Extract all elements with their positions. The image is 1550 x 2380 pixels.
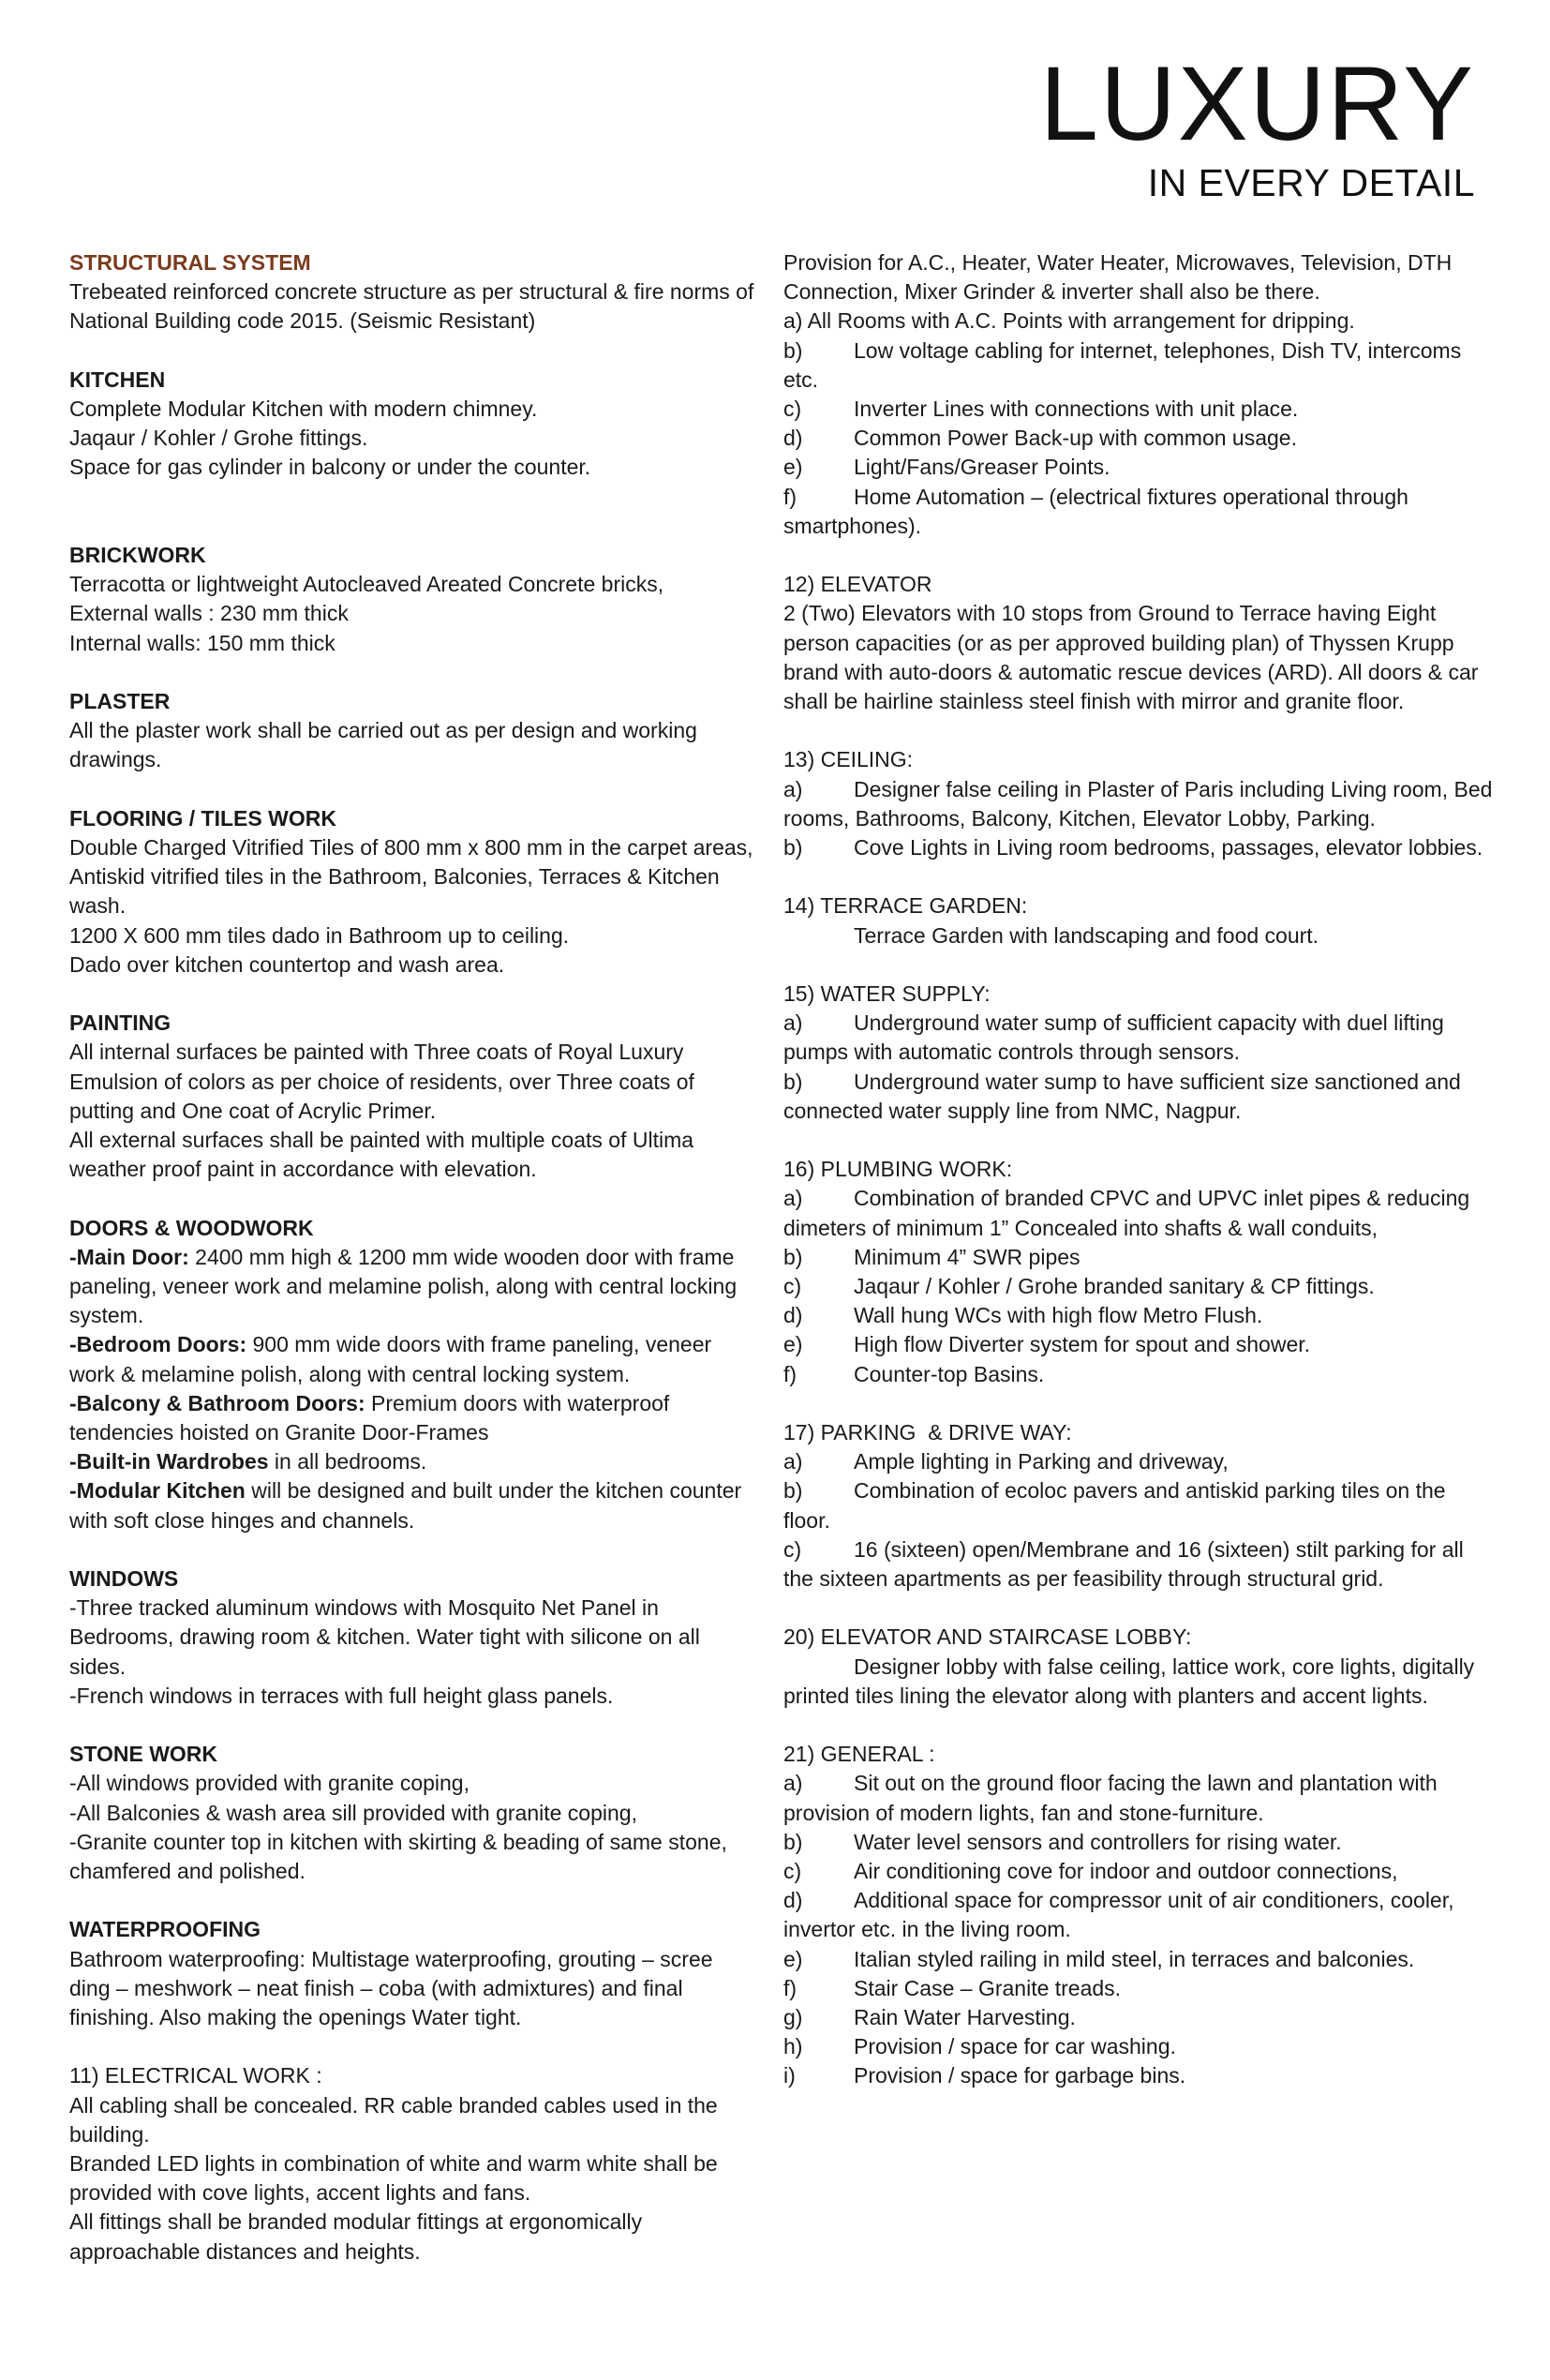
section-stone: [69, 1740, 755, 1886]
door-item-label: -Modular Kitchen: [69, 1478, 246, 1504]
section-electrical-continued: [783, 248, 1496, 541]
door-item: [69, 1447, 755, 1476]
section-flooring: [69, 804, 755, 980]
list-item-label: e): [783, 1946, 803, 1971]
section-structural: [69, 248, 755, 337]
section-text: Double Charged Vitrified Tiles of 800 mm x 800 mm in the carpet areas,: [69, 834, 753, 860]
list-item: [783, 1447, 1496, 1476]
list-item-text: Stair Case – Granite treads.: [854, 1975, 1122, 2000]
list-item: [783, 775, 1496, 833]
section-water-supply: [783, 980, 1496, 1126]
page-header: [1039, 45, 1475, 204]
section-heading: WATERPROOFING: [69, 1917, 261, 1942]
list-item-label: a): [783, 1010, 803, 1036]
list-item: [783, 1243, 1496, 1272]
section-heading: PLASTER: [69, 688, 171, 713]
list-item-label: b): [783, 1069, 803, 1094]
list-item-text: Light/Fans/Greaser Points.: [854, 455, 1110, 480]
list-item-text: Home Automation – (electrical fixtures operational through smartphones).: [783, 484, 1408, 538]
section-lobby: [783, 1623, 1496, 1711]
section-text: Provision for A.C., Heater, Water Heater, Microwaves, Television, DTH Connection, Mixer Grinder & inverter shall also be there.: [783, 250, 1453, 305]
list-item-text: Air conditioning cove for indoor and outdoor connections,: [854, 1859, 1398, 1884]
section-ceiling: [783, 745, 1496, 862]
list-item-text: Jaqaur / Kohler / Grohe branded sanitary & CP fittings.: [854, 1274, 1375, 1299]
list-item-label: a): [783, 1186, 803, 1211]
list-item: [783, 1476, 1496, 1534]
list-item-label: c): [783, 1859, 802, 1884]
list-item-label: b): [783, 1478, 803, 1504]
right-column: [783, 248, 1496, 2120]
list-item-label: c): [783, 1274, 802, 1299]
section-windows: [69, 1564, 755, 1711]
list-item: [783, 833, 1496, 862]
list-item: [783, 1184, 1496, 1242]
section-heading: 17) PARKING & DRIVE WAY:: [783, 1420, 1072, 1445]
section-text: -Three tracked aluminum windows with Mosquito Net Panel in Bedrooms, drawing room & kitchen. Water tight with silicone on all sides.: [69, 1595, 700, 1679]
list-item-text: Cove Lights in Living room bedrooms, passages, elevator lobbies.: [854, 835, 1483, 861]
door-item-text: Premium doors with waterproof tendencies hoisted on Granite Door-Frames: [69, 1390, 670, 1445]
door-item-text: 2400 mm high & 1200 mm wide wooden door with frame paneling, veneer work and melamine polish, along with central locking system.: [69, 1244, 738, 1328]
list-item-label: d): [783, 1303, 803, 1328]
section-kitchen: [69, 366, 755, 483]
door-item: [69, 1389, 755, 1447]
section-doors: [69, 1214, 755, 1535]
list-item-text: Underground water sump to have sufficient size sanctioned and connected water supply line from NMC, Nagpur.: [783, 1069, 1461, 1123]
list-item-label: h): [783, 2034, 803, 2059]
list-item: [783, 1535, 1496, 1594]
section-general: [783, 1740, 1496, 2090]
section-text: All fittings shall be branded modular fittings at ergonomically approachable distances and heights.: [69, 2209, 643, 2264]
list-item: [783, 453, 1496, 482]
list-item-text: Combination of ecoloc pavers and antiskid parking tiles on the floor.: [783, 1478, 1446, 1533]
spacer: [69, 512, 755, 541]
section-text: 1200 X 600 mm tiles dado in Bathroom up to ceiling.: [69, 922, 570, 948]
list-item-label: c): [783, 1536, 802, 1562]
section-text: -French windows in terraces with full height glass panels.: [69, 1683, 614, 1708]
list-item: [783, 1945, 1496, 1974]
list-item-label: b): [783, 1244, 803, 1269]
section-text: Designer lobby with false ceiling, lattice work, core lights, digitally printed tiles lining the elevator along with planters and accent lights.: [783, 1654, 1475, 1708]
list-item-label: d): [783, 426, 803, 451]
section-heading: 21) GENERAL :: [783, 1742, 935, 1767]
list-item-text: Provision / space for car washing.: [854, 2034, 1176, 2059]
section-text: Terrace Garden with landscaping and food court.: [854, 922, 1319, 948]
list-item-text: Combination of branded CPVC and UPVC inlet pipes & reducing dimeters of minimum 1” Concealed into shafts & wall conduits,: [783, 1186, 1470, 1240]
list-item-text: Designer false ceiling in Plaster of Paris including Living room, Bed rooms, Bathrooms, Balcony, Kitchen, Elevator Lobby, Parking.: [783, 776, 1493, 831]
list-item-text: Water level sensors and controllers for rising water.: [854, 1829, 1342, 1854]
list-item: [783, 1330, 1496, 1359]
door-item: [69, 1330, 755, 1388]
list-item-text: Additional space for compressor unit of air conditioners, cooler, invertor etc. in the living room.: [783, 1888, 1454, 1942]
list-item-text: High flow Diverter system for spout and shower.: [854, 1332, 1311, 1357]
section-heading: 14) TERRACE GARDEN:: [783, 893, 1028, 919]
section-heading: 12) ELEVATOR: [783, 572, 932, 597]
list-item-label: i): [783, 2063, 796, 2088]
list-item-text: Wall hung WCs with high flow Metro Flush.: [854, 1303, 1263, 1328]
section-heading: PAINTING: [69, 1010, 171, 1036]
list-item: [783, 1769, 1496, 1827]
left-column: [69, 248, 755, 2296]
section-heading: 16) PLUMBING WORK:: [783, 1157, 1013, 1182]
list-item-text: Inverter Lines with connections with unit place.: [854, 397, 1299, 422]
section-text: All external surfaces shall be painted with multiple coats of Ultima weather proof paint in accordance with elevation.: [69, 1128, 694, 1182]
section-parking: [783, 1418, 1496, 1594]
section-text: Space for gas cylinder in balcony or under the counter.: [69, 455, 591, 480]
section-text: All the plaster work shall be carried out as per design and working drawings.: [69, 718, 697, 772]
section-text: External walls : 230 mm thick: [69, 601, 349, 626]
list-item: [783, 2032, 1496, 2061]
section-text: Dado over kitchen countertop and wash area.: [69, 951, 505, 977]
door-item-text: 900 mm wide doors with frame paneling, veneer work & melamine polish, along with central locking system.: [69, 1332, 712, 1386]
page-subtitle: IN EVERY DETAIL: [1147, 161, 1475, 204]
section-text: Bathroom waterproofing: Multistage waterproofing, grouting – scree ding – meshwork – neat finish – coba (with admixtures) and final finishing. Also making the openings Water tight.: [69, 1946, 713, 2030]
list-item: [783, 1068, 1496, 1126]
door-item-label: -Main Door:: [69, 1244, 189, 1269]
section-heading: FLOORING / TILES WORK: [69, 805, 336, 831]
section-plumbing: [783, 1155, 1496, 1389]
section-text: -All Balconies & wash area sill provided with granite coping,: [69, 1800, 637, 1825]
section-heading: WINDOWS: [69, 1566, 179, 1592]
section-heading: KITCHEN: [69, 367, 166, 392]
list-item: [783, 1009, 1496, 1067]
list-item: [783, 424, 1496, 453]
door-item: [69, 1243, 755, 1331]
list-item: [783, 1272, 1496, 1301]
list-item-text: Low voltage cabling for internet, telephones, Dish TV, intercoms etc.: [783, 337, 1462, 392]
list-item-label: a): [783, 1771, 803, 1796]
list-item-text: Sit out on the ground floor facing the lawn and plantation with provision of modern lights, fan and stone-furniture.: [783, 1771, 1438, 1825]
section-brickwork: [69, 541, 755, 658]
section-text: -All windows provided with granite coping,: [69, 1771, 469, 1796]
section-terrace-garden: [783, 891, 1496, 950]
section-text: -Granite counter top in kitchen with skirting & beading of same stone, chamfered and polished.: [69, 1829, 727, 1884]
page-title: LUXURY: [1039, 45, 1475, 162]
section-text: Antiskid vitrified tiles in the Bathroom, Balconies, Terraces & Kitchen wash.: [69, 864, 720, 919]
list-item-text: Minimum 4” SWR pipes: [854, 1244, 1081, 1269]
list-item-label: d): [783, 1888, 803, 1913]
section-text: All internal surfaces be painted with Three coats of Royal Luxury Emulsion of colors as per choice of residents, over Three coats of putting and One coat of Acrylic Primer.: [69, 1040, 694, 1123]
section-plaster: [69, 687, 755, 775]
list-item: [783, 1974, 1496, 2003]
list-item: [783, 1301, 1496, 1330]
list-item-text: Underground water sump of sufficient capacity with duel lifting pumps with automatic controls through sensors.: [783, 1010, 1444, 1065]
section-heading: 20) ELEVATOR AND STAIRCASE LOBBY:: [783, 1624, 1192, 1650]
section-text: 2 (Two) Elevators with 10 stops from Ground to Terrace having Eight person capacities (or as per approved building plan) of Thyssen Krupp brand with auto-doors & automatic rescue devices (ARD). All doors & car shall be hairline stainless steel finish with mirror and granite floor.: [783, 601, 1479, 714]
section-painting: [69, 1009, 755, 1184]
section-heading: 13) CEILING:: [783, 747, 914, 772]
list-item-label: b): [783, 337, 803, 363]
list-item: [783, 2061, 1496, 2090]
list-item-label: b): [783, 835, 803, 861]
list-item-text: Italian styled railing in mild steel, in terraces and balconies.: [854, 1946, 1415, 1971]
section-text: All cabling shall be concealed. RR cable branded cables used in the building.: [69, 2092, 718, 2147]
section-heading: 15) WATER SUPPLY:: [783, 981, 991, 1007]
list-item-label: g): [783, 2005, 803, 2030]
list-item-label: f): [783, 1975, 797, 2000]
door-item-label: -Bedroom Doors:: [69, 1332, 247, 1357]
door-item: [69, 1476, 755, 1534]
list-item-text: Counter-top Basins.: [854, 1361, 1045, 1386]
list-item: [783, 1360, 1496, 1389]
door-item-text: in all bedrooms.: [268, 1449, 427, 1474]
section-text: Branded LED lights in combination of white and warm white shall be provided with cove lights, accent lights and fans.: [69, 2151, 718, 2206]
list-item-label: a): [783, 1449, 803, 1474]
section-text: a) All Rooms with A.C. Points with arrangement for dripping.: [783, 308, 1355, 334]
section-heading: STONE WORK: [69, 1742, 218, 1767]
list-item: [783, 395, 1496, 424]
list-item-text: 16 (sixteen) open/Membrane and 16 (sixteen) stilt parking for all the sixteen apartments as per feasibility through structural grid.: [783, 1536, 1464, 1592]
section-electrical: [69, 2061, 755, 2266]
section-text: Terracotta or lightweight Autocleaved Areated Concrete bricks,: [69, 572, 664, 597]
door-item-label: -Built-in Wardrobes: [69, 1449, 269, 1474]
list-item-text: Provision / space for garbage bins.: [854, 2063, 1186, 2088]
section-text: Internal walls: 150 mm thick: [69, 630, 335, 655]
section-text: Trebeated reinforced concrete structure as per structural & fire norms of National Building code 2015. (Seismic Resistant): [69, 279, 754, 334]
list-item-label: f): [783, 1361, 797, 1386]
section-text: Complete Modular Kitchen with modern chimney.: [69, 397, 538, 421]
list-item: [783, 337, 1496, 395]
list-item-label: a): [783, 776, 803, 801]
door-item-text: will be designed and built under the kitchen counter with soft close hinges and channels.: [69, 1478, 742, 1533]
list-item-label: f): [783, 484, 797, 509]
list-item-text: Rain Water Harvesting.: [854, 2005, 1076, 2030]
section-heading: 11) ELECTRICAL WORK :: [69, 2063, 322, 2088]
list-item: [783, 2003, 1496, 2032]
list-item-label: e): [783, 1332, 803, 1357]
list-item: [783, 1886, 1496, 1944]
list-item: [783, 483, 1496, 541]
list-item-text: Ample lighting in Parking and driveway,: [854, 1449, 1229, 1474]
list-item: [783, 1828, 1496, 1857]
section-heading: STRUCTURAL SYSTEM: [69, 250, 311, 275]
list-item-label: b): [783, 1829, 803, 1854]
section-elevator: [783, 570, 1496, 716]
section-waterproofing: [69, 1915, 755, 2032]
section-text: Jaqaur / Kohler / Grohe fittings.: [69, 426, 368, 451]
list-item: [783, 1857, 1496, 1886]
door-item-label: -Balcony & Bathroom Doors:: [69, 1390, 365, 1415]
section-heading: DOORS & WOODWORK: [69, 1215, 314, 1240]
list-item-text: Common Power Back-up with common usage.: [854, 426, 1297, 451]
list-item-label: c): [783, 397, 802, 422]
list-item-label: e): [783, 455, 803, 480]
section-heading: BRICKWORK: [69, 542, 206, 567]
